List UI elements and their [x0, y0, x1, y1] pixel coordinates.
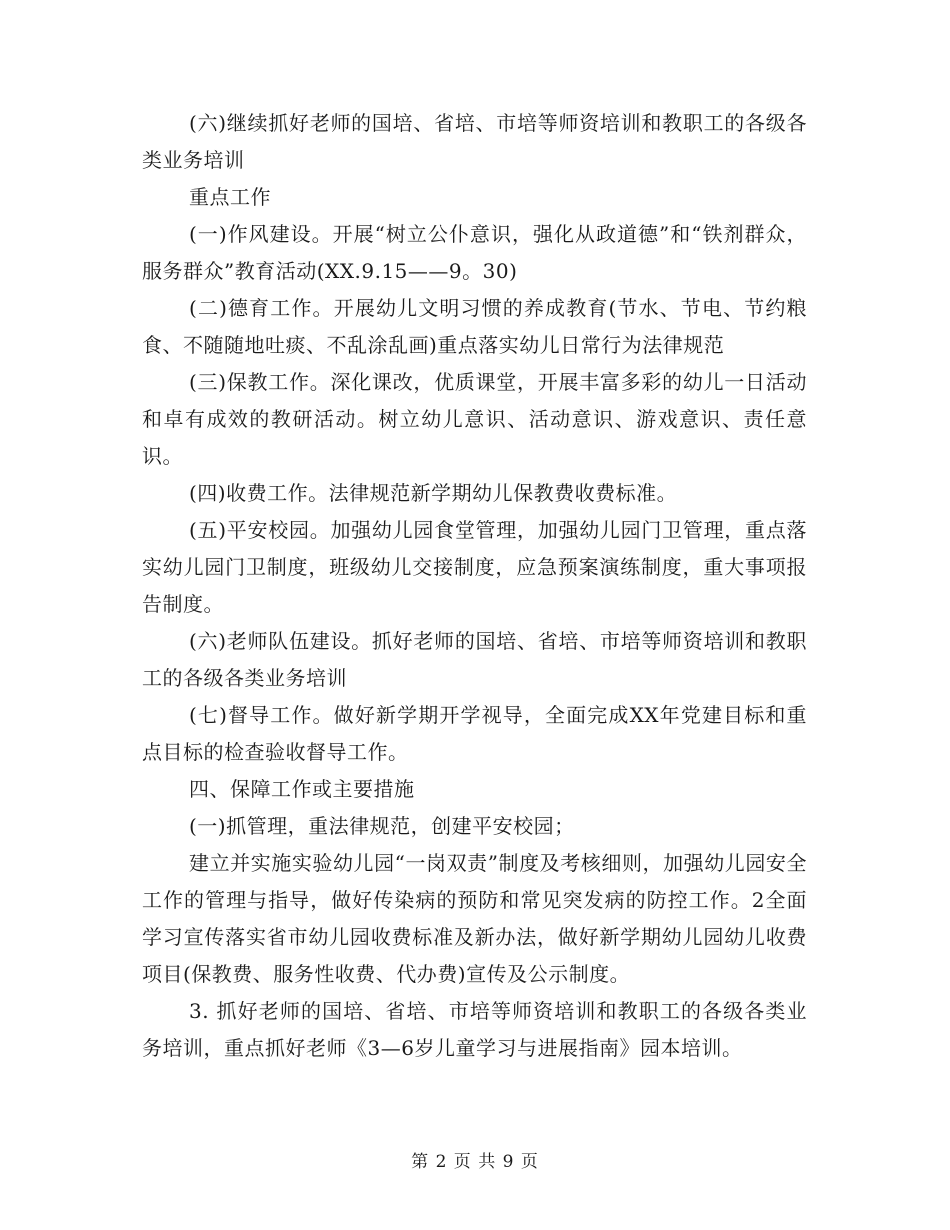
paragraph: 建立并实施实验幼儿园“一岗双责”制度及考核细则，加强幼儿园安全工作的管理与指导，做好传染病的预防和常见突发病的防控工作。2全面学习宣传落实省市幼儿园收费标准及新办法，做好新学期幼儿园幼儿收费项目(保教费、服务性收费、代办费)宣传及公示制度。: [142, 851, 807, 986]
section-heading: 四、保障工作或主要措施: [189, 777, 415, 801]
paragraph: (七)督导工作。做好新学期开学视导，全面完成XX年党建目标和重点目标的检查验收督导工作。: [142, 703, 807, 764]
paragraph: (四)收费工作。法律规范新学期幼儿保教费收费标准。: [189, 481, 678, 505]
paragraph: (一)作风建设。开展“树立公仆意识，强化从政道德”和“铁剂群众，服务群众”教育活动(XX.9.15——9。30): [142, 222, 807, 283]
paragraph: (三)保教工作。深化课改，优质课堂，开展丰富多彩的幼儿一日活动和卓有成效的教研活动。树立幼儿意识、活动意识、游戏意识、责任意识。: [142, 370, 807, 468]
paragraph: (六)老师队伍建设。抓好老师的国培、省培、市培等师资培训和教职工的各级各类业务培训: [142, 629, 807, 690]
paragraph: (五)平安校园。加强幼儿园食堂管理，加强幼儿园门卫管理，重点落实幼儿园门卫制度，班级幼儿交接制度，应急预案演练制度，重大事项报告制度。: [142, 518, 807, 616]
paragraph: (一)抓管理，重法律规范，创建平安校园；: [189, 814, 575, 838]
page-footer: 第 2 页 共 9 页: [411, 1152, 539, 1172]
section-heading: 重点工作: [189, 185, 271, 209]
paragraph: (二)德育工作。开展幼儿文明习惯的养成教育(节水、节电、节约粮食、不随随地吐痰、不乱涂乱画)重点落实幼儿日常行为法律规范: [142, 296, 807, 357]
paragraph: (六)继续抓好老师的国培、省培、市培等师资培训和教职工的各级各类业务培训: [142, 111, 807, 172]
document-body: [142, 105, 807, 1067]
paragraph: 3. 抓好老师的国培、省培、市培等师资培训和教职工的各级各类业务培训，重点抓好老师《3—6岁儿童学习与进展指南》园本培训。: [142, 999, 807, 1060]
